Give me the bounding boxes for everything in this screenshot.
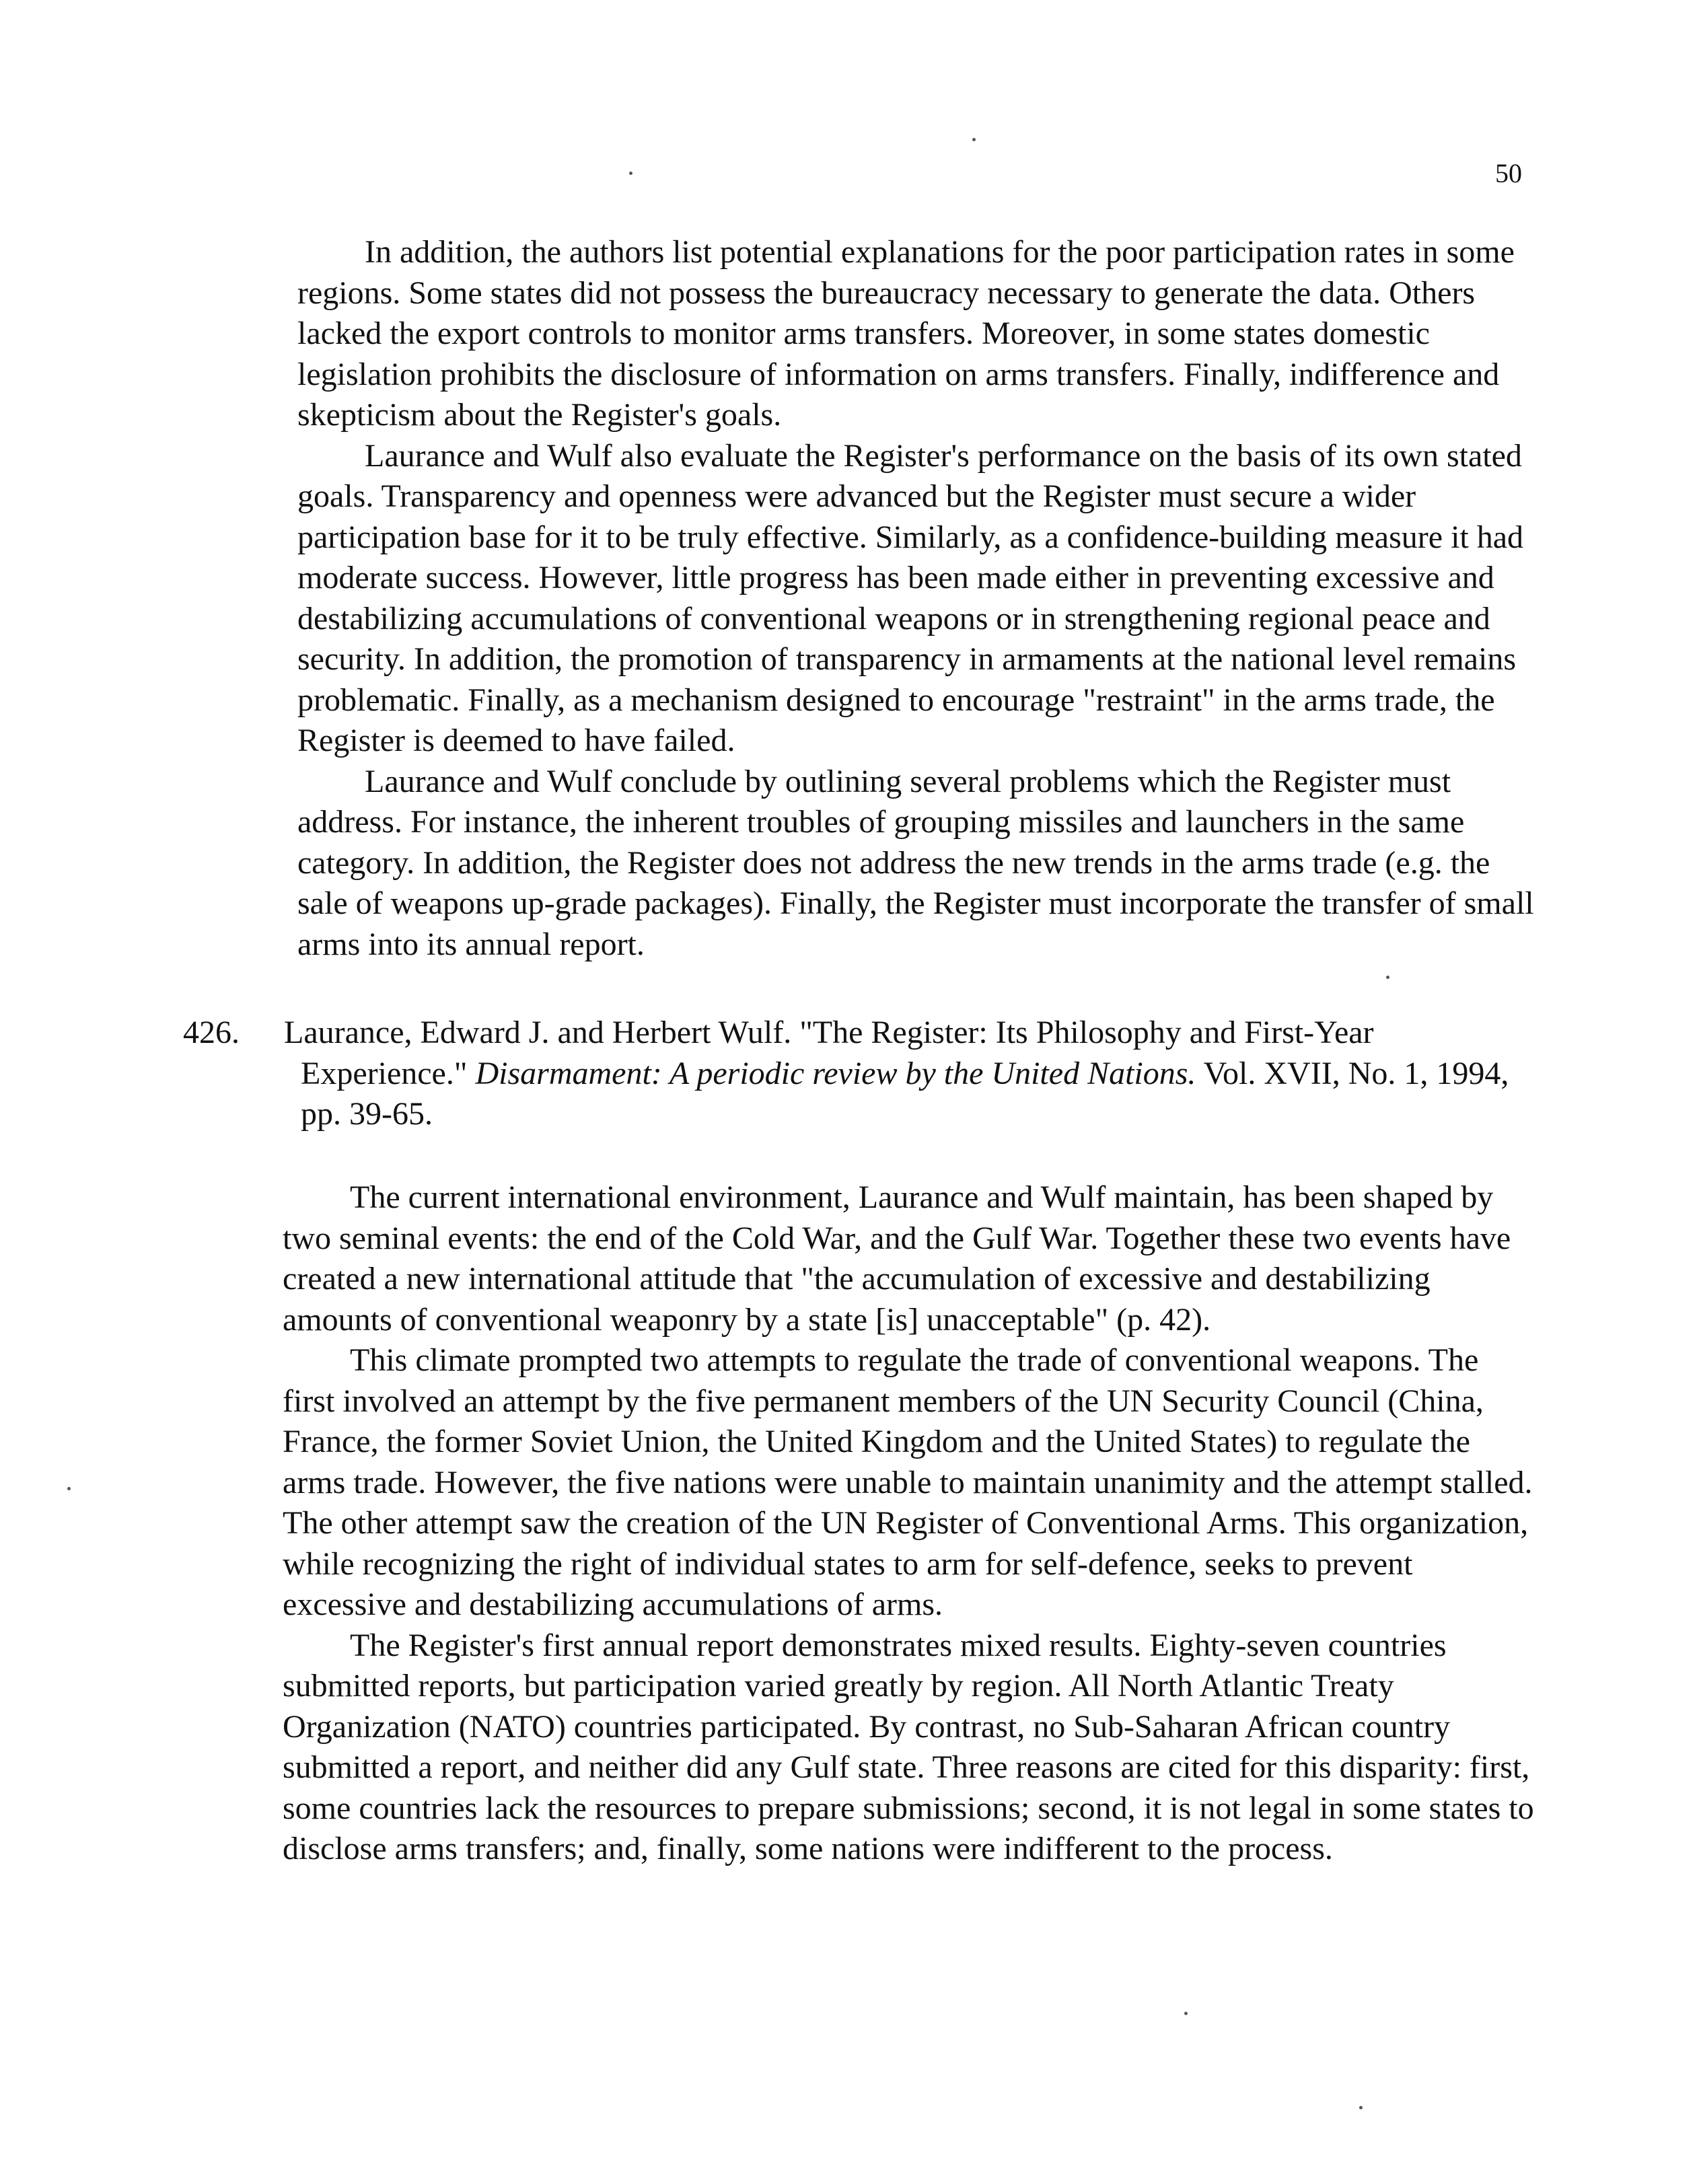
scan-speck [1184,2012,1188,2015]
scan-speck [972,138,976,141]
summary-section-2 [283,1177,1534,1870]
summary-1-paragraph-2: Laurance and Wulf also evaluate the Register's performance on the basis of its own stated goals. Transparency and openness were advanced but the Register must secure a wider participation base for it to be truly effective. Similarly, as a confidence-building measure it had moderate success. However, little progress has been made either in preventing excessive and destabilizing accumulations of conventional weapons or in strengthening regional peace and security. In addition, the promotion of transparency in armaments at the national level remains problematic. Finally, as a mechanism designed to encourage "restraint" in the arms trade, the Register is deemed to have failed. [297,437,1524,758]
scan-speck [629,172,632,175]
scan-speck [67,1487,71,1490]
scan-speck [1386,976,1389,979]
entry-citation [284,1013,1529,1135]
entry-journal: Disarmament: A periodic review by the United Nations. [475,1055,1196,1091]
bibliography-entry [183,1013,1529,1135]
summary-1-paragraph-1: In addition, the authors list potential explanations for the poor participation rates in some regions. Some states did not possess the bureaucracy necessary to generate the data. Others lacked the export controls to monitor arms transfers. Moreover, in some states domestic legislation prohibits the disclosure of information on arms transfers. Finally, indifference and skepticism about the Register's goals. [297,234,1515,433]
entry-details: Vol. XVII, No. 1, 1994, pp. 39-65. [301,1055,1509,1132]
summary-2-paragraph-1: The current international environment, Laurance and Wulf maintain, has been shaped by two seminal events: the end of the Cold War, and the Gulf War. Together these two events have created a new international attitude that "the accumulation of excessive and destabilizing amounts of conventional weaponry by a state [is] unacceptable" (p. 42). [283,1179,1511,1338]
scan-speck [1359,2106,1363,2109]
entry-number: 426. [183,1015,240,1050]
entry-authors-title: Laurance, Edward J. and Herbert Wulf. "The Register: Its Philosophy and First-Year Experience." [284,1015,1374,1091]
summary-2-paragraph-2: This climate prompted two attempts to regulate the trade of conventional weapons. The first involved an attempt by the five permanent members of the UN Security Council (China, France, the former Soviet Union, the United Kingdom and the United States) to regulate the arms trade. However, the five nations were unable to maintain unanimity and the attempt stalled. The other attempt saw the creation of the UN Register of Conventional Arms. This organization, while recognizing the right of individual states to arm for self-defence, seeks to prevent excessive and destabilizing accumulations of arms. [283,1342,1533,1622]
summary-section-1 [297,232,1542,965]
summary-2-paragraph-3: The Register's first annual report demonstrates mixed results. Eighty-seven countries submitted reports, but participation varied greatly by region. All North Atlantic Treaty Organization (NATO) countries participated. By contrast, no Sub-Saharan African country submitted a report, and neither did any Gulf state. Three reasons are cited for this disparity: first, some countries lack the resources to prepare submissions; second, it is not legal in some states to disclose arms transfers; and, finally, some nations were indifferent to the process. [283,1627,1534,1866]
summary-1-paragraph-3: Laurance and Wulf conclude by outlining several problems which the Register must address. For instance, the inherent troubles of grouping missiles and launchers in the same category. In addition, the Register does not address the new trends in the arms trade (e.g. the sale of weapons up-grade packages). Finally, the Register must incorporate the transfer of small arms into its annual report. [297,763,1534,962]
page-number: 50 [1495,158,1522,188]
